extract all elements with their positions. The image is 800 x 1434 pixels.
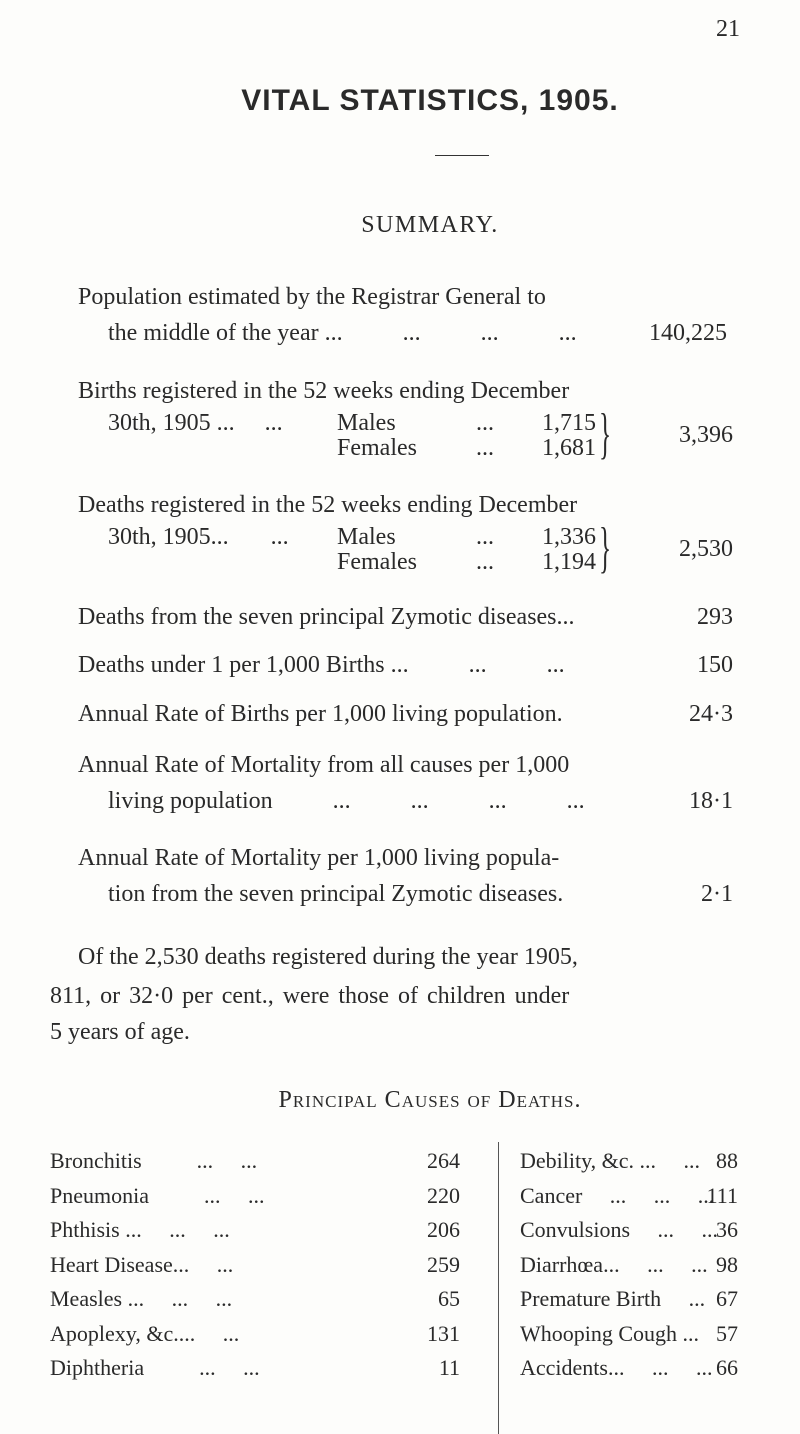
cause-left-value: 206 (427, 1217, 460, 1242)
births-females-value: 1,681 (542, 435, 596, 461)
title-divider (435, 155, 489, 156)
births-females-dots: ... (476, 435, 494, 461)
cause-left-value: 131 (427, 1320, 460, 1346)
zymotic-deaths-value: 293 (697, 604, 733, 630)
deaths-males-label: Males (337, 524, 396, 550)
zymotic-rate-value: 2·1 (701, 881, 733, 907)
deaths-line-1: Deaths registered in the 52 weeks ending December (78, 492, 578, 518)
births-females-label: Females (337, 435, 417, 461)
cause-left-name: Heart Disease... ... (50, 1251, 234, 1277)
causes-heading: Principal Causes of Deaths. (278, 1087, 582, 1113)
page-title: VITAL STATISTICS, 1905. (241, 84, 619, 117)
births-brace: } (599, 403, 612, 465)
cause-left-name: Measles ... ... ... (50, 1286, 233, 1311)
children-note-line-3: 5 years of age. (50, 1019, 190, 1045)
cause-left-name: Apoplexy, &c.... ... (50, 1320, 240, 1346)
cause-right-value: 57 (716, 1320, 738, 1346)
cause-right-value: 36 (716, 1217, 738, 1242)
cause-left-name: Diphtheria ... ... (50, 1355, 260, 1380)
cause-left-value: 264 (427, 1148, 460, 1173)
zymotic-rate-label-1: Annual Rate of Mortality per 1,000 living popula- (78, 845, 560, 871)
births-males-value: 1,715 (542, 410, 596, 436)
cause-right-name: Accidents... ... ... (520, 1355, 713, 1380)
mortality-rate-label-2: living population ... ... ... ... (108, 788, 585, 814)
births-males-label: Males (337, 410, 396, 436)
zymotic-deaths-label: Deaths from the seven principal Zymotic diseases... (78, 604, 575, 630)
cause-right-name: Convulsions ... ... (520, 1217, 719, 1242)
cause-right-name: Diarrhœa... ... ... (520, 1251, 708, 1277)
causes-divider (498, 1142, 499, 1434)
births-line-1: Births registered in the 52 weeks ending December (78, 378, 570, 404)
population-line-2: the middle of the year ... ... ... ... (108, 320, 577, 346)
zymotic-rate-label-2: tion from the seven principal Zymotic diseases. (108, 881, 564, 907)
deaths-males-dots: ... (476, 524, 494, 550)
births-total: 3,396 (679, 422, 733, 448)
cause-right-name: Premature Birth ... (520, 1286, 706, 1311)
deaths-line-2: 30th, 1905... ... (108, 524, 289, 550)
summary-heading: SUMMARY. (361, 212, 499, 238)
birth-rate-value: 24·3 (689, 701, 733, 727)
cause-left-name: Phthisis ... ... ... (50, 1217, 230, 1242)
cause-left-value: 11 (438, 1355, 460, 1380)
cause-right-value: 111 (706, 1182, 738, 1208)
infant-deaths-value: 150 (697, 652, 733, 678)
cause-right-value: 67 (716, 1286, 738, 1311)
deaths-females-value: 1,194 (542, 549, 596, 575)
mortality-rate-label-1: Annual Rate of Mortality from all causes per 1,000 (78, 752, 570, 778)
cause-right-value: 88 (716, 1148, 738, 1173)
cause-right-name: Cancer ... ... ... (520, 1182, 715, 1208)
cause-right-name: Debility, &c. ... ... (520, 1148, 701, 1173)
cause-right-value: 66 (716, 1355, 738, 1380)
cause-left-name: Pneumonia ... ... (50, 1182, 265, 1208)
deaths-males-value: 1,336 (542, 524, 596, 550)
children-note-line-2: 811, or 32·0 per cent., were those of children under (50, 983, 570, 1009)
deaths-brace: } (599, 517, 612, 579)
cause-left-value: 220 (427, 1182, 460, 1208)
mortality-rate-value: 18·1 (689, 788, 733, 814)
infant-deaths-label: Deaths under 1 per 1,000 Births ... ... ... (78, 652, 565, 678)
cause-right-name: Whooping Cough ... (520, 1320, 700, 1346)
page-number: 21 (716, 16, 740, 42)
deaths-females-label: Females (337, 549, 417, 575)
cause-left-name: Bronchitis ... ... (50, 1148, 258, 1173)
cause-right-value: 98 (716, 1251, 738, 1277)
children-note-line-1: Of the 2,530 deaths registered during the year 1905, (78, 944, 578, 970)
births-line-2: 30th, 1905 ... ... (108, 410, 283, 436)
deaths-females-dots: ... (476, 549, 494, 575)
deaths-total: 2,530 (679, 536, 733, 562)
population-value: 140,225 (649, 320, 727, 346)
birth-rate-label: Annual Rate of Births per 1,000 living population. (78, 701, 563, 727)
cause-left-value: 259 (427, 1251, 460, 1277)
births-males-dots: ... (476, 410, 494, 436)
cause-left-value: 65 (438, 1286, 460, 1311)
population-line-1: Population estimated by the Registrar General to (78, 284, 546, 310)
